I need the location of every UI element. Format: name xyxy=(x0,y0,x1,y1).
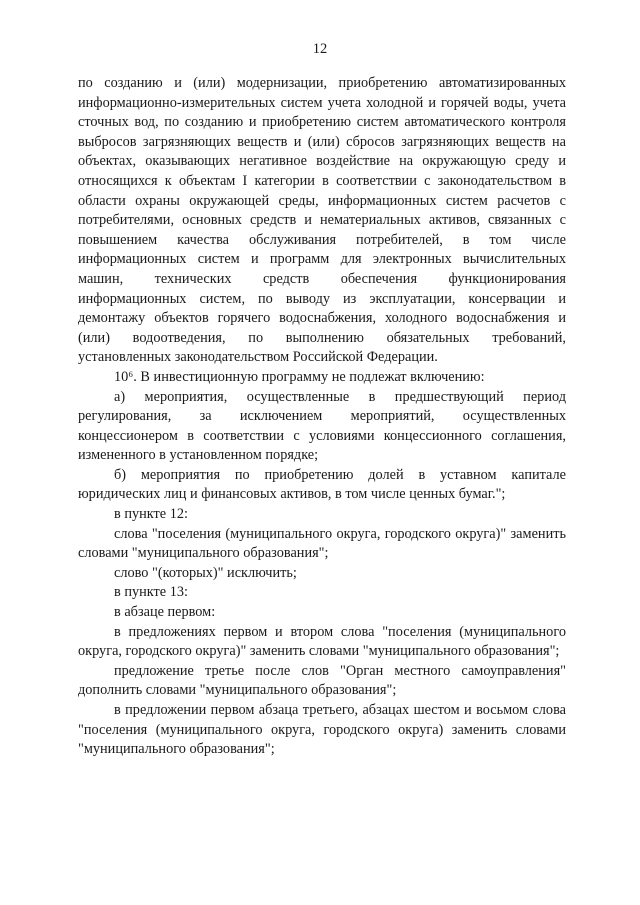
paragraph-replace-words: слова "поселения (муниципального округа, городского округа)" заменить словами "муниципального образования"; xyxy=(78,525,566,562)
paragraph-third-sixth-eighth: в предложении первом абзаца третьего, абзацах шестом и восьмом слова "поселения (муниципального округа, городского округа) заменить словами "муниципального образования"; xyxy=(78,702,566,758)
paragraph-point-13: в пункте 13: xyxy=(114,584,188,601)
paragraph-first-second-sentences: в предложениях первом и втором слова "поселения (муниципального округа, городского округа)" заменить словами "муниципального образования"; xyxy=(78,623,566,660)
page-number: 12 xyxy=(312,41,328,57)
paragraph-item-b: б) мероприятия по приобретению долей в уставном капитале юридических лиц и финансовых активов, в том числе ценных бумаг."; xyxy=(78,466,566,503)
paragraph-third-sentence: предложение третье после слов "Орган местного самоуправления" дополнить словами "муниципального образования"; xyxy=(78,662,566,699)
paragraph-first-subparagraph: в абзаце первом: xyxy=(114,604,216,621)
paragraph-item-a: а) мероприятия, осуществленные в предшествующий период регулирования, за исключением мероприятий, осуществленных концессионером в соответствии с условиями концессионного соглашения, измененного в установленном порядке; xyxy=(78,388,566,464)
document-body xyxy=(78,74,566,760)
paragraph-clause-10-6: 10⁶. В инвестиционную программу не подлежат включению: xyxy=(114,368,485,385)
paragraph-investment-measures-continuation: по созданию и (или) модернизации, приобретению автоматизированных информационно-измерительных систем учета холодной и горячей воды, учета сточных вод, по созданию и приобретению систем автоматического контроля выбросов загрязняющих веществ и (или) сбросов загрязняющих веществ на объектах, оказывающих негативное воздействие на окружающую среду и относящихся к объектам I категории в соответствии с законодательством в области охраны окружающей среды, информационных систем расчетов с потребителями, основных средств и нематериальных активов, связанных с повышением качества обслуживания потребителей, в том числе информационных систем и программ для электронных вычислительных машин, технических средств обеспечения функционирования информационных систем, по выводу из эксплуатации, консервации и демонтажу объектов горячего водоснабжения, холодного водоснабжения и (или) водоотведения, по выполнению обязательных требований, установленных законодательством Российской Федерации. xyxy=(78,75,566,366)
paragraph-point-12: в пункте 12: xyxy=(114,506,188,523)
paragraph-exclude-word: слово "(которых)" исключить; xyxy=(114,564,297,581)
